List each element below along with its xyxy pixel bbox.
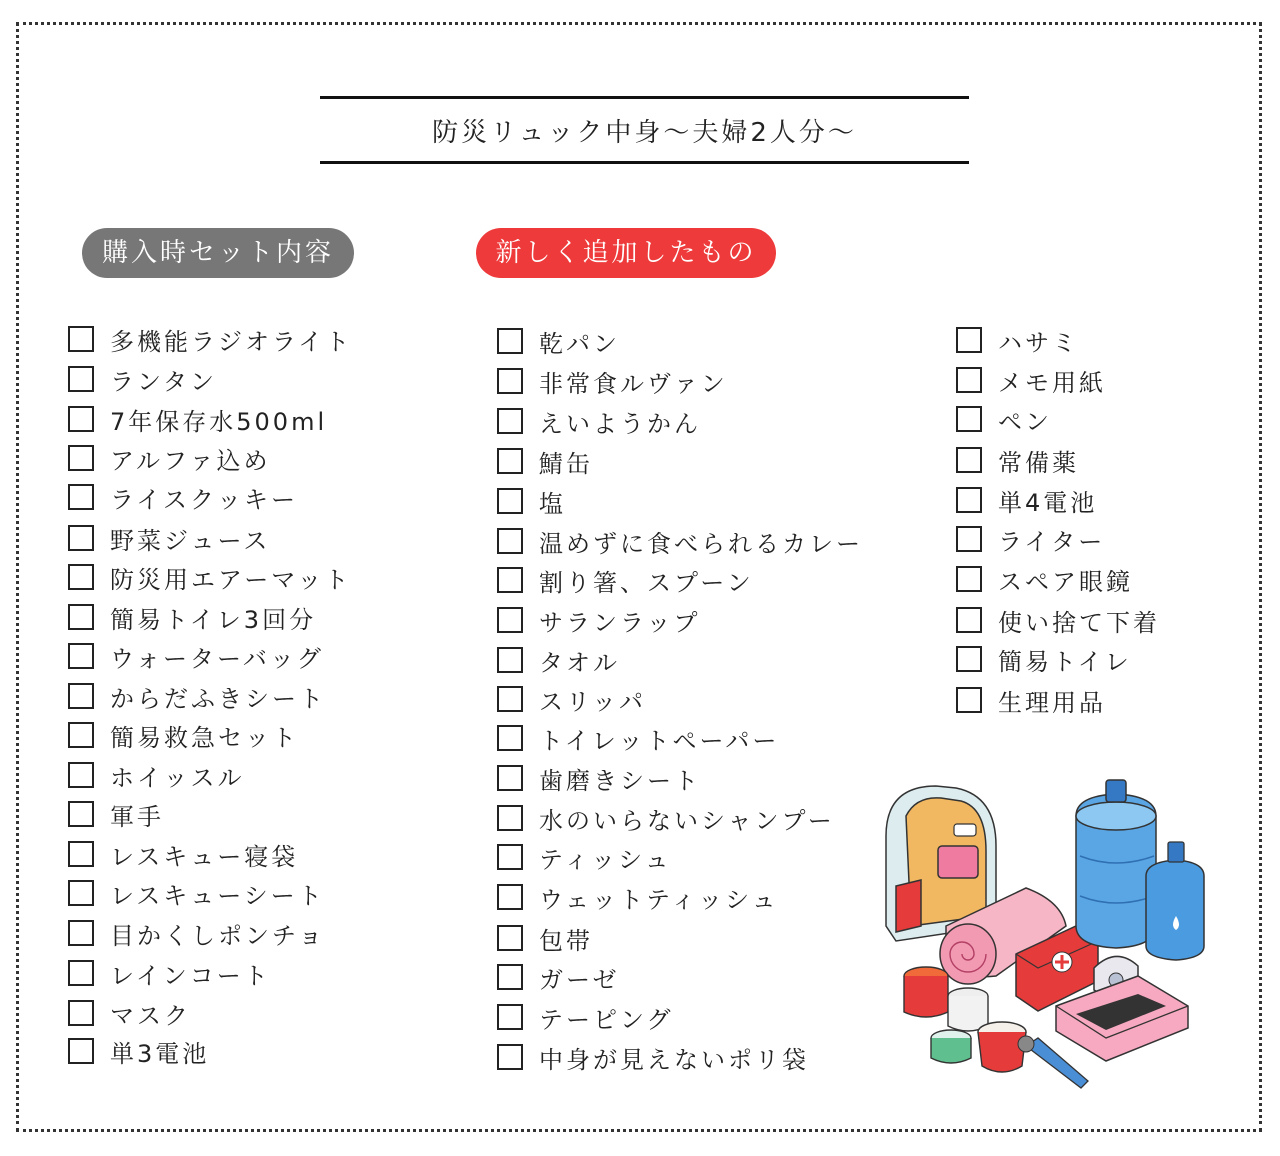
checklist-item-label: 軍手	[110, 802, 164, 831]
checkbox[interactable]	[68, 484, 94, 510]
checklist-item-label: 非常食ルヴァン	[539, 369, 728, 398]
checklist-item[interactable]	[956, 404, 1052, 434]
checklist-item-label: ガーゼ	[539, 965, 620, 994]
checklist-item-label: レインコート	[110, 961, 271, 990]
checklist-item-label: 包帯	[539, 926, 593, 955]
checkbox[interactable]	[68, 564, 94, 590]
checklist-item[interactable]	[68, 878, 325, 908]
checkbox[interactable]	[497, 725, 523, 751]
checklist-item[interactable]	[497, 723, 779, 753]
checklist-item[interactable]	[497, 803, 835, 833]
checklist-item[interactable]	[956, 685, 1106, 715]
checklist-item[interactable]	[68, 602, 316, 632]
water-jug-icon	[1076, 780, 1156, 948]
checklist-item-label: ウォーターバッグ	[110, 644, 324, 673]
checklist-item[interactable]	[68, 641, 324, 671]
checklist-item-label: スリッパ	[539, 687, 647, 716]
checklist-item-label: スペア眼鏡	[998, 567, 1133, 596]
checklist-item-label: テーピング	[539, 1005, 674, 1034]
checkbox[interactable]	[497, 368, 523, 394]
checkbox[interactable]	[497, 964, 523, 990]
checklist-item[interactable]	[497, 763, 701, 793]
checkbox[interactable]	[956, 487, 982, 513]
checkbox[interactable]	[68, 525, 94, 551]
checklist-item-label: 使い捨て下着	[998, 608, 1160, 637]
checklist-item[interactable]	[956, 485, 1097, 515]
checklist-item-label: トイレットペーパー	[539, 726, 780, 755]
checklist-item[interactable]	[497, 446, 593, 476]
checklist-item-label: 水のいらないシャンプー	[539, 806, 835, 835]
checklist-item-label: 温めずに食べられるカレー	[539, 529, 863, 558]
checkbox[interactable]	[68, 1000, 94, 1026]
checklist-item-label: 多機能ラジオライト	[110, 327, 353, 356]
checkbox[interactable]	[68, 880, 94, 906]
checklist-item[interactable]	[68, 562, 351, 592]
checkbox[interactable]	[497, 884, 523, 910]
checklist-item[interactable]	[68, 482, 298, 512]
checklist-item-label: ライター	[998, 527, 1106, 556]
checklist-item-label: 野菜ジュース	[110, 526, 271, 555]
checklist-item[interactable]	[497, 842, 672, 872]
checkbox[interactable]	[68, 326, 94, 352]
checkbox[interactable]	[68, 604, 94, 630]
checklist-item-label: アルファ込め	[110, 446, 271, 475]
checklist-item[interactable]	[497, 684, 646, 714]
checklist-item-label: 鯖缶	[539, 449, 593, 478]
checklist-item[interactable]	[68, 324, 352, 354]
checkbox[interactable]	[497, 805, 523, 831]
checklist-item[interactable]	[68, 523, 270, 553]
checklist-item[interactable]	[497, 565, 754, 595]
checklist-item-label: 簡易トイレ	[998, 647, 1132, 676]
checklist-item[interactable]	[68, 998, 191, 1028]
checklist-item-label: 塩	[539, 489, 566, 518]
checklist-item[interactable]	[956, 564, 1133, 594]
checklist-item-label: 単4電池	[998, 488, 1098, 517]
checklist-item-label: 生理用品	[998, 688, 1106, 717]
checkbox[interactable]	[956, 406, 982, 432]
checkbox[interactable]	[68, 683, 94, 709]
checklist-item[interactable]	[68, 839, 298, 869]
checklist-item-label: 目かくしポンチョ	[110, 921, 326, 950]
checkbox[interactable]	[497, 647, 523, 673]
checklist-item-label: ライスクッキー	[110, 485, 299, 514]
checklist-item-label: マスク	[110, 1001, 191, 1030]
checklist-item-label: 単3電池	[110, 1039, 210, 1068]
checklist-item[interactable]	[68, 681, 326, 711]
checklist-item-label: 防災用エアーマット	[110, 565, 352, 594]
checkbox[interactable]	[497, 607, 523, 633]
checklist-item[interactable]	[497, 605, 701, 635]
checklist-item-label: 割り箸、スプーン	[539, 568, 754, 597]
page-title: 防災リュック中身〜夫婦2人分〜	[432, 118, 857, 148]
checkbox[interactable]	[497, 686, 523, 712]
checklist-item-label: 簡易救急セット	[110, 723, 299, 752]
checklist-item-label: 常備薬	[998, 448, 1079, 477]
checkbox[interactable]	[956, 687, 982, 713]
checklist-item[interactable]	[68, 760, 245, 790]
checklist-item-label: ウェットティッシュ	[539, 885, 779, 914]
checkbox[interactable]	[68, 801, 94, 827]
checkbox[interactable]	[68, 722, 94, 748]
checklist-item-label: メモ用紙	[998, 368, 1106, 397]
checkbox[interactable]	[497, 448, 523, 474]
checkbox[interactable]	[68, 841, 94, 867]
checkbox[interactable]	[497, 844, 523, 870]
checklist-item[interactable]	[956, 524, 1105, 554]
checklist-item[interactable]	[956, 445, 1079, 475]
checklist-item[interactable]	[68, 720, 299, 750]
checkbox[interactable]	[68, 643, 94, 669]
emergency-supplies-illustration	[876, 776, 1206, 1096]
checkbox[interactable]	[497, 1044, 523, 1070]
checklist-item-label: ペン	[998, 407, 1052, 436]
checkbox[interactable]	[497, 488, 523, 514]
checklist-item-label: からだふきシート	[110, 684, 326, 713]
title-rule-top	[320, 96, 969, 99]
checkbox[interactable]	[956, 646, 982, 672]
checklist-item-label: サランラップ	[539, 608, 701, 637]
checklist-item[interactable]	[68, 364, 217, 394]
checkbox[interactable]	[68, 920, 94, 946]
checklist-item[interactable]	[497, 486, 566, 516]
checkbox[interactable]	[956, 566, 982, 592]
checklist-item[interactable]	[956, 365, 1106, 395]
checkbox[interactable]	[956, 327, 982, 353]
checklist-item-label: レスキューシート	[110, 881, 325, 910]
checklist-item-label: ランタン	[110, 367, 218, 396]
checklist-item-label: ティッシュ	[539, 845, 672, 874]
checkbox[interactable]	[68, 1038, 94, 1064]
checkbox[interactable]	[497, 408, 523, 434]
section-preset-label: 購入時セット内容	[82, 228, 354, 278]
checklist-item[interactable]	[497, 526, 863, 556]
checkbox[interactable]	[68, 960, 94, 986]
checklist-item[interactable]	[497, 882, 779, 912]
checklist-item-label: 歯磨きシート	[539, 766, 701, 795]
checklist-item-label: えいようかん	[539, 409, 701, 438]
section-added-label: 新しく追加したもの	[476, 228, 776, 278]
checklist-item[interactable]	[68, 799, 164, 829]
checklist-item-label: 乾パン	[539, 329, 620, 358]
checklist-item[interactable]	[497, 645, 620, 675]
checklist-item[interactable]	[497, 1042, 809, 1072]
checkbox[interactable]	[956, 367, 982, 393]
checklist-item[interactable]	[68, 958, 271, 988]
checklist-item[interactable]	[497, 962, 620, 992]
checklist-item[interactable]	[956, 644, 1132, 674]
checklist-item-label: 7年保存水500ml	[110, 407, 328, 436]
checklist-item[interactable]	[68, 1036, 209, 1066]
checklist-item[interactable]	[497, 923, 593, 953]
checklist-item[interactable]	[956, 325, 1079, 355]
checklist-item-label: レスキュー寝袋	[110, 842, 299, 871]
checklist-item[interactable]	[956, 605, 1160, 635]
checkbox[interactable]	[68, 406, 94, 432]
checkbox[interactable]	[68, 445, 94, 471]
checklist-item-label: 簡易トイレ3回分	[110, 605, 317, 634]
checklist-item[interactable]	[497, 366, 728, 396]
checklist-item-label: ハサミ	[998, 328, 1079, 357]
checklist-item-label: ホイッスル	[110, 763, 245, 792]
checklist-item[interactable]	[497, 326, 620, 356]
checklist-item[interactable]	[497, 406, 701, 436]
checkbox[interactable]	[497, 1004, 523, 1030]
checklist-item[interactable]	[68, 404, 327, 434]
checkbox[interactable]	[956, 607, 982, 633]
checklist-item-label: タオル	[539, 648, 620, 677]
title-rule-bottom	[320, 161, 969, 164]
checklist-item[interactable]	[68, 443, 271, 473]
checklist-item[interactable]	[497, 1002, 674, 1032]
checklist-item[interactable]	[68, 918, 325, 948]
checkbox[interactable]	[68, 366, 94, 392]
checkbox[interactable]	[68, 762, 94, 788]
checkbox[interactable]	[497, 925, 523, 951]
checkbox[interactable]	[497, 765, 523, 791]
checkbox[interactable]	[956, 526, 982, 552]
checkbox[interactable]	[497, 328, 523, 354]
checkbox[interactable]	[497, 528, 523, 554]
checkbox[interactable]	[956, 447, 982, 473]
checkbox[interactable]	[497, 567, 523, 593]
checklist-item-label: 中身が見えないポリ袋	[539, 1045, 809, 1074]
